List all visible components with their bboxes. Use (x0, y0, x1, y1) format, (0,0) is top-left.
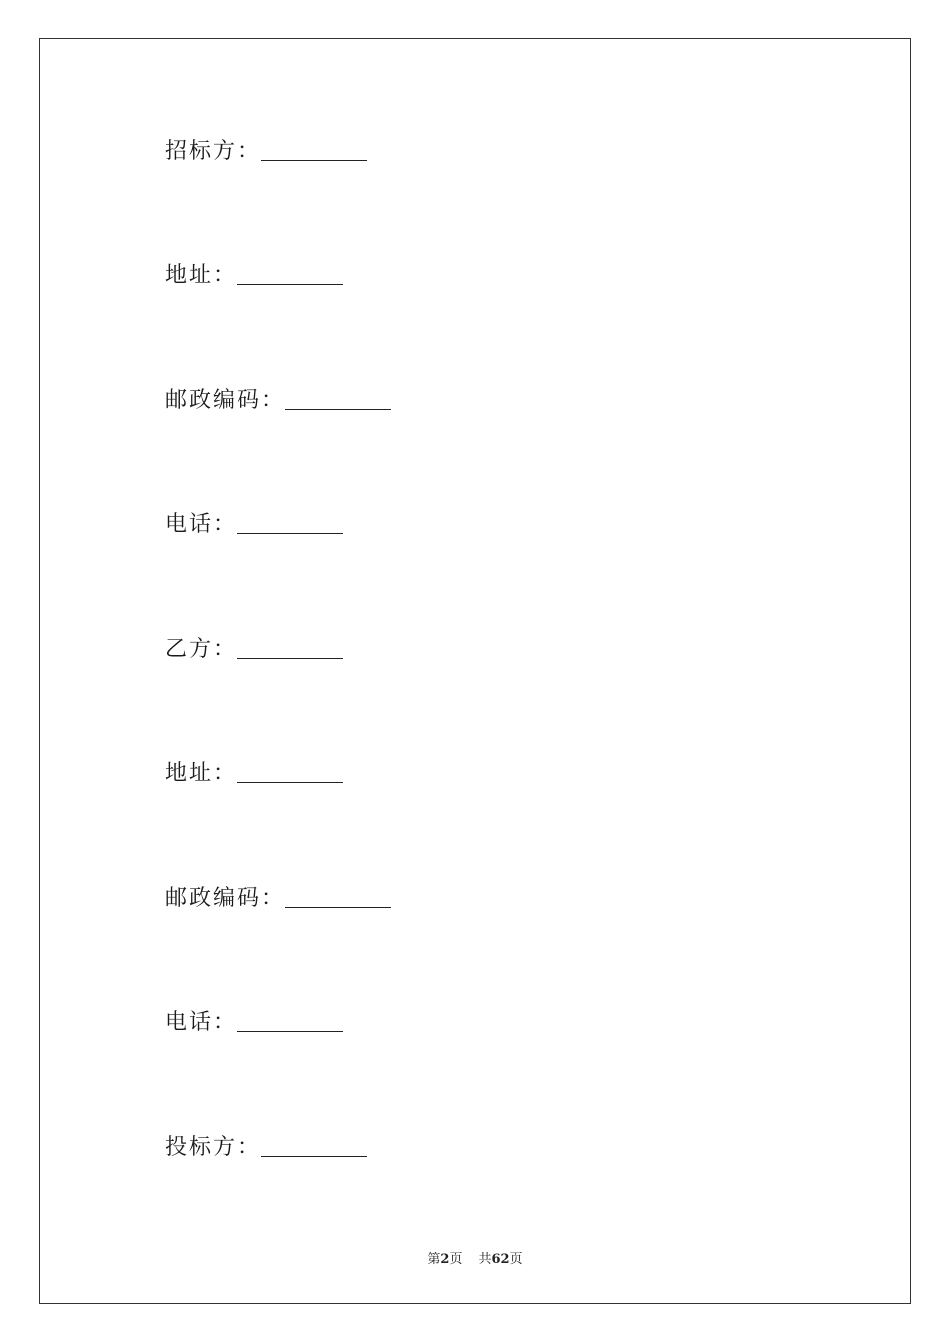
blank-line[interactable] (285, 887, 391, 908)
field-row-address (165, 259, 343, 289)
page-footer (0, 1248, 950, 1267)
total-prefix: 共 (478, 1252, 492, 1267)
field-row-postal-code (165, 384, 391, 414)
field-row-phone (165, 508, 343, 538)
field-row-address-b (165, 757, 343, 787)
total-suffix: 页 (509, 1252, 523, 1267)
blank-line[interactable] (261, 140, 367, 161)
total-pages: 62 (491, 1252, 510, 1267)
field-row-bidder (165, 1131, 367, 1161)
field-label: 邮政编码： (165, 886, 286, 911)
page-suffix: 页 (449, 1252, 463, 1267)
page-number: 2 (440, 1252, 450, 1267)
blank-line[interactable] (237, 513, 343, 534)
field-row-party-b (165, 633, 343, 663)
blank-line[interactable] (237, 1011, 343, 1032)
blank-line[interactable] (285, 389, 391, 410)
field-label: 招标方： (165, 139, 262, 164)
field-label: 乙方： (165, 637, 238, 662)
field-label: 地址： (165, 761, 238, 786)
page-prefix: 第 (427, 1252, 441, 1267)
field-row-postal-code-b (165, 882, 391, 912)
blank-line[interactable] (261, 1136, 367, 1157)
field-label: 电话： (165, 1010, 238, 1035)
field-row-tenderer (165, 135, 367, 165)
field-label: 投标方： (165, 1135, 262, 1160)
blank-line[interactable] (237, 638, 343, 659)
blank-line[interactable] (237, 762, 343, 783)
field-label: 地址： (165, 263, 238, 288)
field-label: 电话： (165, 512, 238, 537)
field-label: 邮政编码： (165, 388, 286, 413)
page-frame (39, 38, 911, 1304)
field-row-phone-b (165, 1006, 343, 1036)
blank-line[interactable] (237, 264, 343, 285)
